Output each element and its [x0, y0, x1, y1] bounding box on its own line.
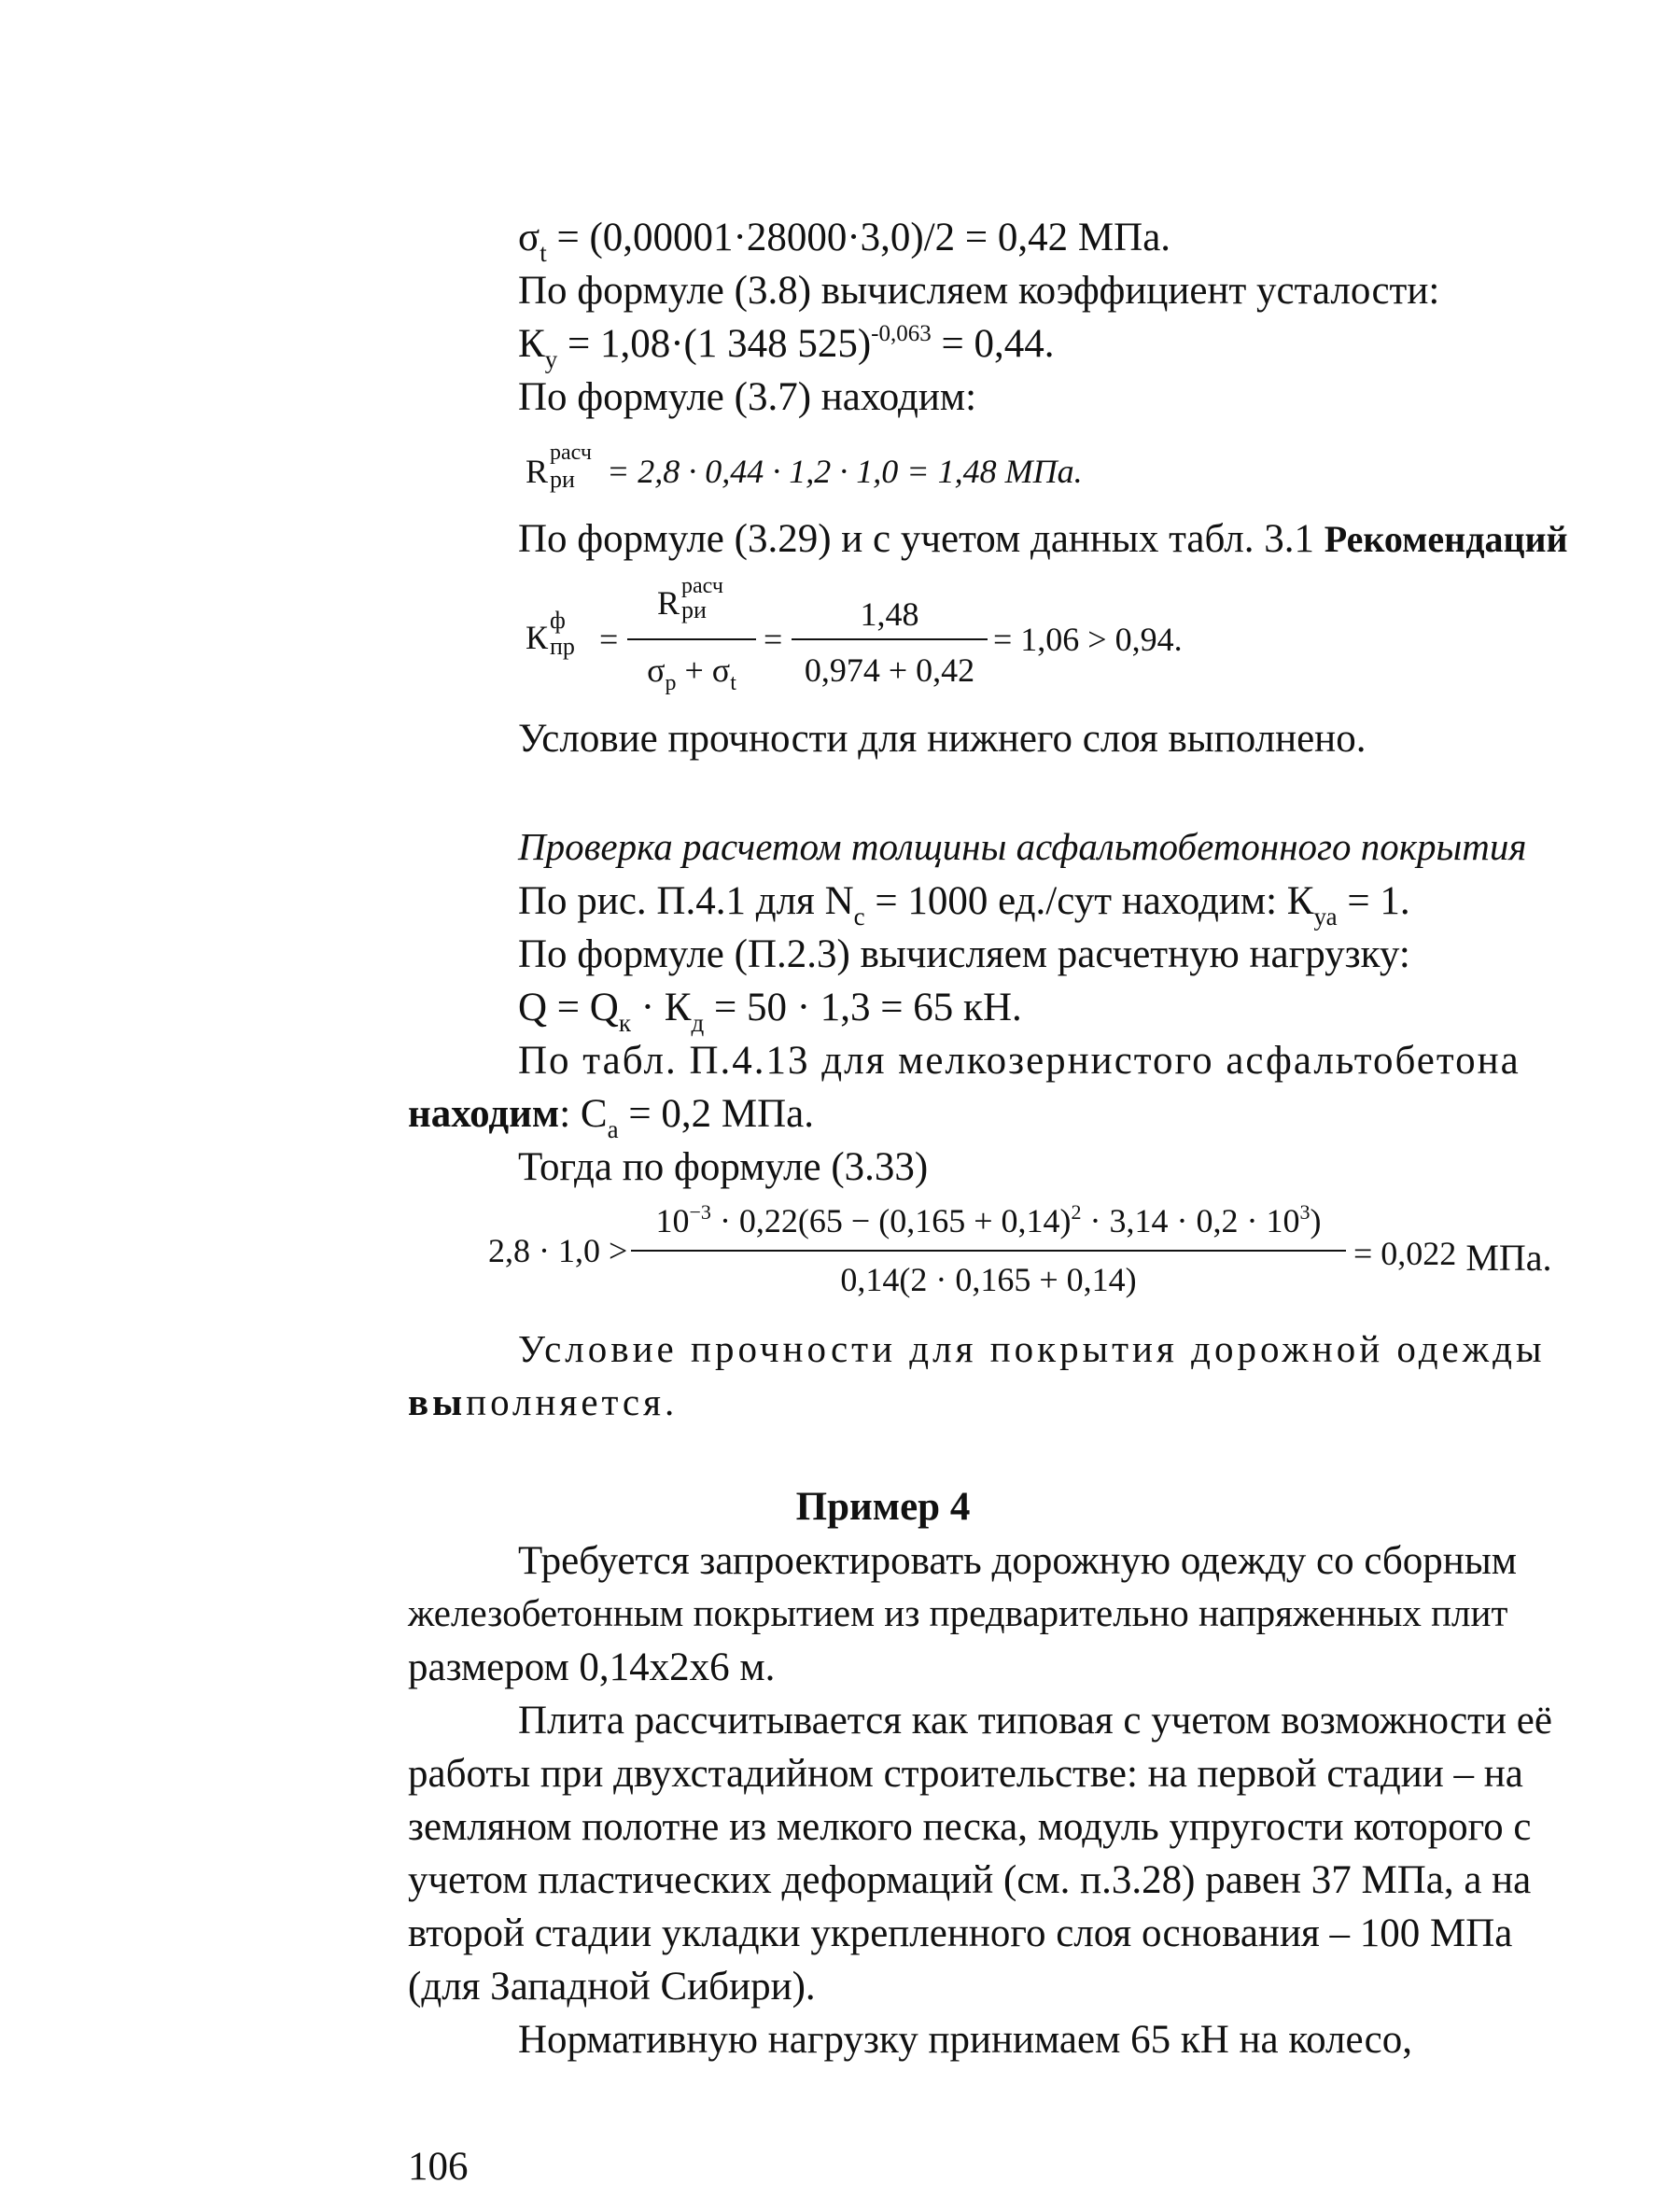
- formula-3-29-text: По формуле (3.29) и с учетом данных табл. 3.1: [518, 517, 1325, 561]
- big-num-exponent: −3: [689, 1200, 711, 1224]
- formula-3-29-line: [518, 519, 1568, 559]
- frac2-numerator: 1,48: [860, 595, 919, 633]
- frac1-num-symbol: R: [656, 584, 680, 622]
- rpi-superscript: расч: [550, 441, 592, 465]
- frac1-bar: [627, 638, 756, 640]
- kpr-indices: [548, 607, 591, 660]
- cover-condition-bold: вы: [408, 1380, 467, 1423]
- q-text-b: · К: [630, 986, 692, 1029]
- ky-result: = 0,44.: [931, 322, 1055, 366]
- frac1-den-sub-p: р: [665, 671, 677, 695]
- p2-line-3: земляном полотне из мелкого песка, модуль упругости которого с: [408, 1805, 1532, 1849]
- big-result-line: [1353, 1234, 1552, 1279]
- ky-symbol: К: [518, 322, 545, 366]
- frac2-bar: [792, 638, 988, 640]
- p1-line-1: Требуется запроектировать дорожную одежду со сборным: [518, 1539, 1517, 1583]
- big-numerator: [631, 1200, 1346, 1239]
- rpi-indices: [548, 441, 598, 493]
- formula-3-7-text: По формуле (3.7) находим:: [518, 375, 977, 419]
- frac1-num-indices: [680, 574, 726, 623]
- frac1-num-superscript: расч: [681, 574, 723, 598]
- nc-subscript: с: [853, 903, 865, 931]
- fig-p41-line: [518, 879, 1410, 931]
- big-num-close: ): [1310, 1202, 1322, 1239]
- rpi-subscript: ри: [550, 466, 575, 493]
- frac1-numerator: [627, 574, 756, 623]
- frac1-den-sigma: σ: [647, 651, 666, 689]
- p2-line-6: (для Западной Сибири).: [408, 1965, 816, 2009]
- formula-3-8-text: По формуле (3.8) вычисляем коэффициент усталости:: [518, 269, 1440, 313]
- ky-subscript: у: [544, 345, 558, 373]
- rpi-expression: = 2,8 · 0,44 · 1,2 · 1,0 = 1,48 МПа.: [598, 453, 1083, 490]
- fig-p41-text-c: = 1.: [1337, 879, 1410, 923]
- cover-condition-rest: полняется.: [466, 1380, 679, 1423]
- example-heading: Пример 4: [795, 1485, 971, 1529]
- formula-p23-text: По формуле (П.2.3) вычисляем расчетную нагрузку:: [518, 932, 1410, 976]
- frac1-den-plus: + σ: [676, 651, 731, 689]
- kpr-result: = 1,06 > 0,94.: [993, 621, 1183, 658]
- big-denominator: 0,14(2 · 0,165 + 0,14): [840, 1261, 1137, 1298]
- cover-condition-line-1: Условие прочности для покрытия дорожной одежды: [518, 1327, 1546, 1370]
- sigma-subscript: t: [540, 239, 547, 267]
- recommendations-word: Рекомендаций: [1324, 518, 1568, 560]
- qk-subscript: к: [618, 1009, 631, 1037]
- fig-p41-text-a: По рис. П.4.1 для N: [518, 879, 854, 923]
- kpr-subscript: пр: [550, 633, 575, 660]
- check-heading: Проверка расчетом толщины асфальтобетонного покрытия: [518, 825, 1527, 868]
- big-num-square: 2: [1071, 1200, 1082, 1224]
- kya-subscript: уа: [1313, 903, 1338, 931]
- big-lhs: 2,8 · 1,0 >: [488, 1232, 628, 1269]
- big-num-text-c: · 3,14 · 0,2 · 10: [1081, 1202, 1300, 1239]
- fig-p41-text-b: = 1000 ед./сут находим: К: [864, 879, 1314, 923]
- formula-3-33-text: Тогда по формуле (3.33): [518, 1145, 929, 1189]
- kpr-equals-2: =: [764, 621, 783, 658]
- big-num-text-b: · 0,22(65 − (0,165 + 0,14): [710, 1202, 1072, 1239]
- ky-exponent: -0,063: [871, 321, 932, 346]
- p3-line-1: Нормативную нагрузку принимаем 65 кН на колесо,: [518, 2018, 1412, 2062]
- big-num-cube: 3: [1299, 1200, 1311, 1224]
- p1-line-2: железобетонным покрытием из предварительно напряженных плит: [408, 1591, 1508, 1634]
- ca-text-a: : С: [559, 1092, 608, 1136]
- naxodim-word: находим: [408, 1092, 560, 1136]
- q-text-a: Q = Q: [518, 986, 619, 1029]
- frac2-denominator: 0,974 + 0,42: [804, 651, 975, 689]
- tabl-p413-text: По табл. П.4.13 для мелкозернистого асфальтобетона: [518, 1039, 1521, 1083]
- sigma-t-expression: = (0,00001·28000·3,0)/2 = 0,42 МПа.: [546, 216, 1171, 259]
- p1-line-3: размером 0,14х2х6 м.: [408, 1645, 776, 1689]
- ky-expression: = 1,08·(1 348 525): [557, 322, 872, 366]
- kd-subscript: д: [691, 1009, 705, 1037]
- sigma-t-line: [518, 216, 1171, 267]
- q-text-c: = 50 · 1,3 = 65 кН.: [704, 986, 1022, 1029]
- sigma-symbol: σ: [518, 216, 540, 259]
- kpr-superscript: ф: [550, 607, 566, 634]
- big-result: = 0,022: [1353, 1235, 1457, 1272]
- ky-line: [518, 321, 1055, 373]
- ca-subscript: а: [607, 1115, 619, 1143]
- p2-line-5: второй стадии укладки укрепленного слоя основания – 100 МПа: [408, 1911, 1513, 1955]
- p2-line-2: работы при двухстадийном строительстве: на первой стадии – на: [408, 1752, 1523, 1796]
- q-line: [518, 986, 1022, 1037]
- big-fraction-bar: [631, 1250, 1346, 1252]
- ca-text-b: = 0,2 МПа.: [618, 1092, 814, 1136]
- ca-line: [408, 1092, 814, 1143]
- big-result-unit: МПа.: [1456, 1237, 1552, 1279]
- big-num-ten: 10: [655, 1202, 690, 1239]
- frac1-den-sub-t: t: [730, 671, 736, 695]
- kpr-equals-1: =: [599, 621, 619, 658]
- kpr-symbol-group: [526, 607, 591, 660]
- frac1-denominator: [627, 651, 756, 695]
- p2-line-4: учетом пластических деформаций (см. п.3.28) равен 37 МПа, а на: [408, 1858, 1532, 1902]
- page-number: 106: [408, 2145, 469, 2189]
- lower-layer-condition: Условие прочности для нижнего слоя выполнено.: [518, 717, 1367, 761]
- rpi-line: [526, 441, 1083, 493]
- cover-condition-line-2: [408, 1380, 679, 1423]
- rpi-symbol: R: [526, 453, 549, 490]
- kpr-symbol: К: [526, 619, 549, 656]
- p2-line-1: Плита рассчитывается как типовая с учетом возможности её: [518, 1699, 1552, 1743]
- frac1-num-subscript: ри: [681, 596, 707, 623]
